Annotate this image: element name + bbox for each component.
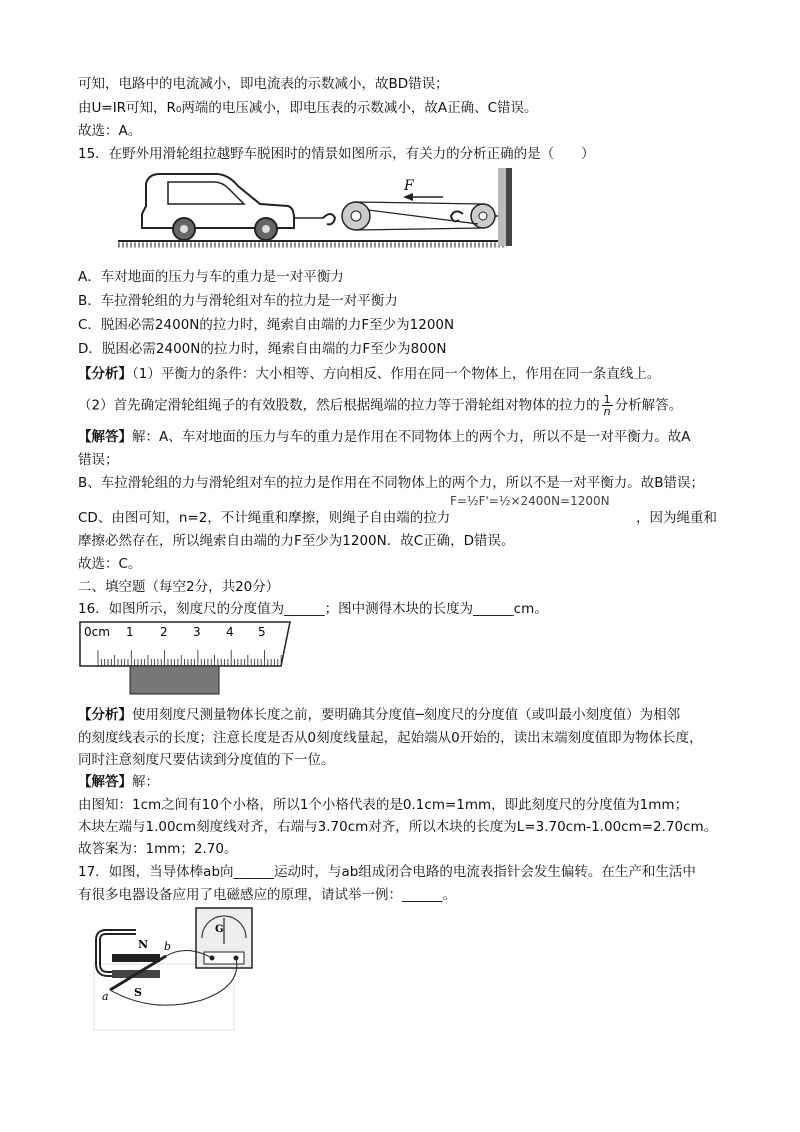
label-b: b xyxy=(164,940,172,953)
tick-label: 2 xyxy=(160,625,168,639)
text-line: 故答案为：1mm；2.70。 xyxy=(78,841,238,857)
figure-15-car-pulley xyxy=(118,166,518,258)
rope-top xyxy=(356,202,483,204)
section-heading: 二、填空题（每空2分，共20分） xyxy=(78,579,280,595)
label-g: G xyxy=(215,924,224,935)
figure-16-ruler xyxy=(78,620,298,696)
text-line: 由图知：1cm之间有10个小格，所以1个小格代表的是0.1cm=1mm，即此刻度尺的分度值为1mm； xyxy=(78,797,689,813)
answer-line: 【解答】解：A、车对地面的压力与车的重力是作用在不同物体上的两个力，所以不是一对平衡力。故A xyxy=(78,429,691,445)
option-d: D．脱困必需2400N的拉力时，绳索自由端的力F至少为800N xyxy=(78,341,447,357)
force-label: F xyxy=(404,178,414,194)
tick-label: 3 xyxy=(193,625,201,639)
analysis-line: 【分析】使用刻度尺测量物体长度之前，要明确其分度值─刻度尺的分度值（或叫最小刻度值）为相邻 xyxy=(78,707,681,723)
text-line: 可知，电路中的电流减小，即电流表的示数减小，故BD错误； xyxy=(78,76,449,92)
analysis-tag: 【分析】 xyxy=(78,707,132,723)
rope-bottom xyxy=(356,228,483,230)
text-line: CD、由图可知，n=2，不计绳重和摩擦，则绳子自由端的拉力 xyxy=(78,510,451,526)
text-line: 同时注意刻度尺要估读到分度值的下一位。 xyxy=(78,752,335,768)
analysis-line: 【分析】（1）平衡力的条件：大小相等、方向相反、作用在同一个物体上，作用在同一条直线上。 xyxy=(78,366,661,382)
text-line: 错误； xyxy=(78,452,119,468)
question-15: 15．在野外用滑轮组拉越野车脱困时的情景如图所示，有关力的分析正确的是（ ） xyxy=(78,146,595,162)
option-c: C．脱困必需2400N的拉力时，绳索自由端的力F至少为1200N xyxy=(78,317,455,333)
label-n: N xyxy=(138,938,149,951)
analysis-line: （2）首先确定滑轮组绳子的有效股数，然后根据绳端的拉力等于滑轮组对物体的拉力的 $\frac{1}{n}$ 分析解答。 xyxy=(78,393,683,418)
wood-block xyxy=(130,666,219,694)
fraction-1-over-n: $\frac{1}{n}$ xyxy=(603,393,611,418)
tick-label: 1 xyxy=(126,625,134,639)
wall xyxy=(506,168,512,246)
option-a: A．车对地面的压力与车的重力是一对平衡力 xyxy=(78,269,344,285)
answer-line: 【解答】解： xyxy=(78,774,159,790)
text-line: 故选：A。 xyxy=(78,123,142,139)
label-s: S xyxy=(134,986,142,999)
question-16: 16．如图所示，刻度尺的分度值为______；图中测得木块的长度为______cm。 xyxy=(78,601,548,617)
analysis-tag: 【分析】 xyxy=(78,366,132,382)
hook-wall xyxy=(451,211,463,221)
option-b: B．车拉滑轮组的力与滑轮组对车的拉力是一对平衡力 xyxy=(78,293,398,309)
formula-image: F=½F'=½×2400N=1200N xyxy=(450,494,610,508)
wall-face xyxy=(498,168,506,246)
text-line: 的刻度线表示的长度；注意长度是否从0刻度线量起，起始端从0开始的，读出末端刻度值即为物体长度， xyxy=(78,730,703,746)
hook-car xyxy=(323,214,335,224)
tick-label: 4 xyxy=(226,625,234,639)
label-a: a xyxy=(102,990,109,1003)
answer-tag: 【解答】 xyxy=(78,429,132,445)
figure-17-induction xyxy=(92,904,262,1032)
text-line: 有很多电器设备应用了电磁感应的原理，请试举一例：______。 xyxy=(78,887,456,903)
magnet-pole-n xyxy=(112,954,160,962)
text-line: 木块左端与1.00cm刻度线对齐，右端与3.70cm对齐，所以木块的长度为L=3.70cm-1.00cm=2.70cm。 xyxy=(78,819,718,835)
text-line: 故选：C。 xyxy=(78,556,142,572)
tick-label: 5 xyxy=(258,625,266,639)
text-line: ，因为绳重和 xyxy=(636,510,717,526)
horseshoe-magnet xyxy=(98,932,160,974)
answer-tag: 【解答】 xyxy=(78,774,132,790)
text-line: 摩擦必然存在，所以绳索自由端的力F至少为1200N．故C正确，D错误。 xyxy=(78,533,515,549)
text-line: B、车拉滑轮组的力与滑轮组对车的拉力是作用在不同物体上的两个力，所以不是一对平衡力。故B错误； xyxy=(78,475,705,491)
text-line: 由U=IR可知，R₀两端的电压减小，即电压表的示数减小，故A正确、C错误。 xyxy=(78,100,538,116)
question-17: 17．如图，当导体棒ab向______运动时，与ab组成闭合电路的电流表指针会发生偏转。在生产和生活中 xyxy=(78,864,696,880)
tick-label: 0cm xyxy=(84,625,110,639)
